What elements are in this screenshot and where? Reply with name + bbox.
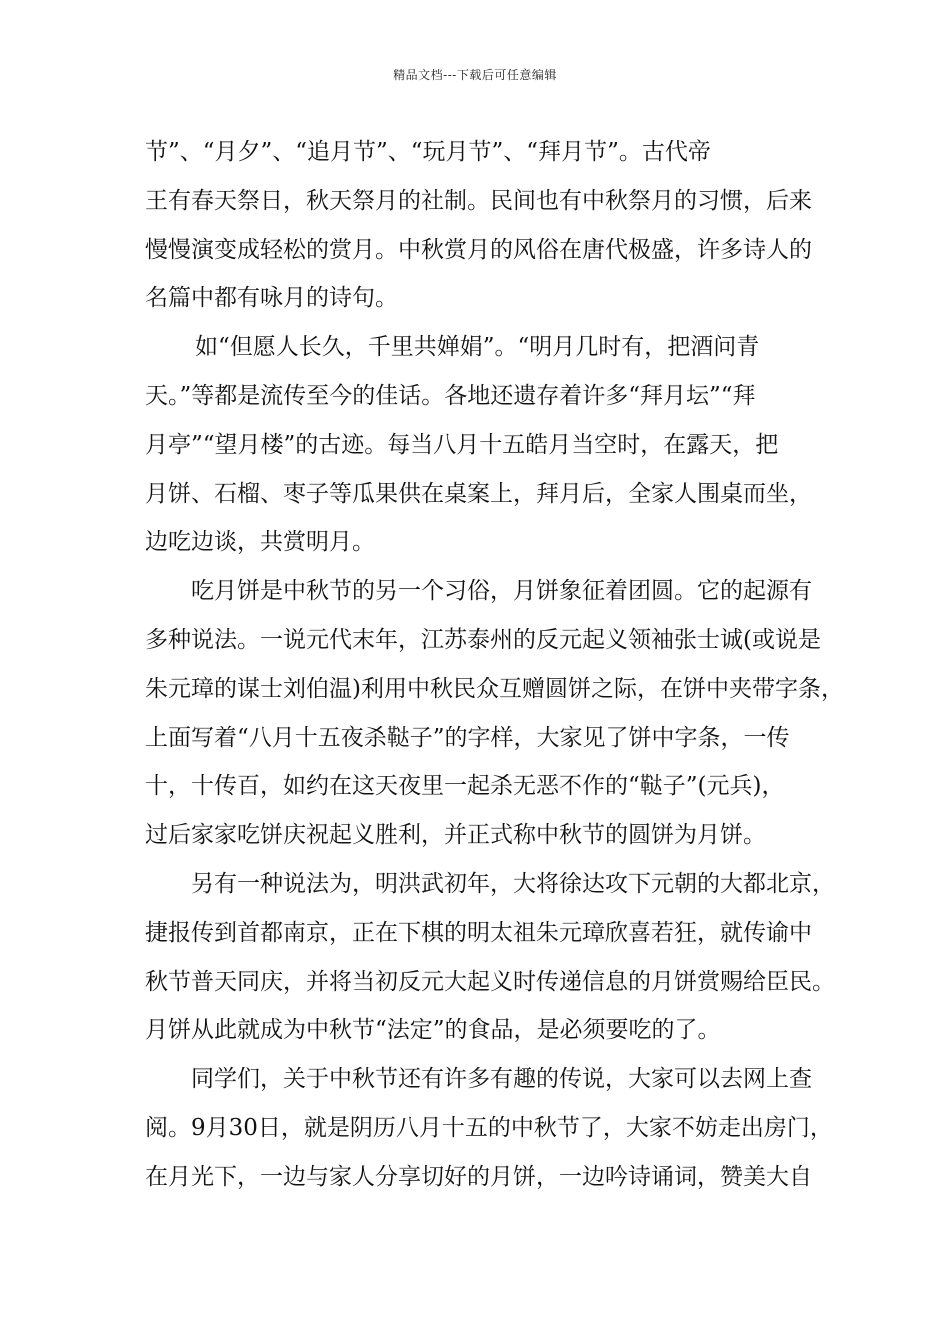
text-line: 十，十传百，如约在这天夜里一起杀无恶不作的“鞑子”(元兵)， — [145, 773, 785, 800]
paragraph-first-line: 另有一种说法为，明洪武初年，大将徐达攻下元朝的大都北京， — [191, 870, 835, 897]
text-line: 多种说法。一说元代末年，江苏泰州的反元起义领袖张士诚(或说是 — [145, 626, 821, 653]
text-line: 捷报传到首都南京，正在下棋的明太祖朱元璋欣喜若狂，就传谕中 — [145, 919, 812, 946]
text-line: 王有春天祭日，秋天祭月的社制。民间也有中秋祭月的习惯，后来 — [145, 187, 812, 214]
page-header: 精品文档---下载后可任意编辑 — [393, 68, 557, 82]
text-line: 过后家家吃饼庆祝起义胜利，并正式称中秋节的圆饼为月饼。 — [145, 822, 766, 849]
text-line: 慢慢演变成轻松的赏月。中秋赏月的风俗在唐代极盛，许多诗人的 — [145, 236, 812, 263]
paragraph-first-line: 如“但愿人长久，千里共婵娟”。“明月几时有，把酒问青 — [195, 334, 760, 361]
text-line: 在月光下，一边与家人分享切好的月饼，一边吟诗诵词，赞美大自 — [145, 1163, 812, 1190]
text-line: 月饼从此就成为中秋节“法定”的食品，是必须要吃的了。 — [145, 1017, 721, 1044]
text-line: 名篇中都有咏月的诗句。 — [145, 285, 398, 312]
text-line: 月亭”“望月楼”的古迹。每当八月十五皓月当空时，在露天，把 — [145, 431, 779, 458]
text-line: 天。”等都是流传至今的佳话。各地还遗存着许多“拜月坛”“拜 — [145, 382, 756, 409]
paragraph-first-line: 同学们，关于中秋节还有许多有趣的传说，大家可以去网上查 — [191, 1066, 812, 1093]
paragraph-first-line: 吃月饼是中秋节的另一个习俗，月饼象征着团圆。它的起源有 — [191, 578, 812, 605]
text-line: 月饼、石榴、枣子等瓜果供在桌案上，拜月后，全家人围桌而坐， — [145, 480, 812, 507]
text-line: 边吃边谈，共赏明月。 — [145, 529, 375, 556]
text-line: 秋节普天同庆，并将当初反元大起义时传递信息的月饼赏赐给臣民。 — [145, 968, 835, 995]
document-body — [145, 128, 844, 1202]
text-line: 阅。9月30日，就是阴历八月十五的中秋节了，大家不妨走出房门， — [145, 1114, 833, 1141]
text-line: 朱元璋的谋士刘伯温)利用中秋民众互赠圆饼之际，在饼中夹带字条， — [145, 675, 844, 702]
text-line: 上面写着“八月十五夜杀鞑子”的字样，大家见了饼中字条，一传 — [145, 724, 790, 751]
text-line: 节”、“月夕”、“追月节”、“玩月节”、“拜月节”。古代帝 — [145, 139, 711, 165]
